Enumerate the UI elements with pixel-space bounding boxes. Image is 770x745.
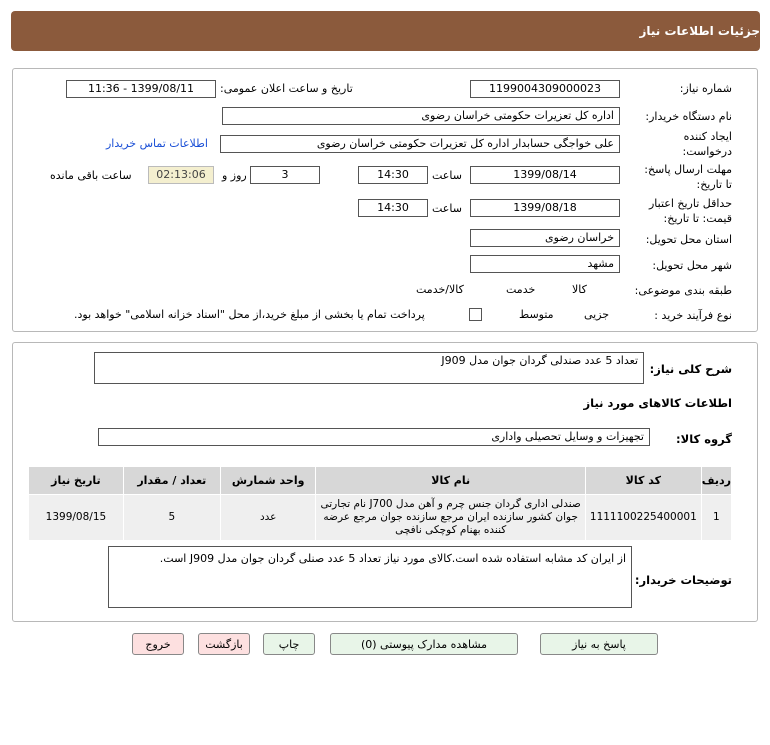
col-qty: تعداد / مقدار [123,467,220,495]
deadline-time-label: ساعت [432,169,462,182]
buyer-notes-label: توضیحات خریدار: [634,573,732,587]
days-field: 3 [250,166,320,184]
announce-label: تاریخ و ساعت اعلان عمومی: [220,82,353,95]
process-medium-label: متوسط [519,308,554,321]
treasury-checkbox[interactable] [469,308,482,321]
creator-label-2: درخواست: [682,145,732,158]
remaining-time-field: 02:13:06 [148,166,214,184]
category-label: طبقه بندی موضوعی: [634,284,732,297]
col-name: نام کالا [316,467,585,495]
items-table [28,466,732,541]
category-service-label: خدمت [506,283,536,296]
table-row [29,495,732,541]
deadline-time-field: 14:30 [358,166,428,184]
city-label: شهر محل تحویل: [652,259,732,272]
validity-label-2: قیمت: تا تاریخ: [663,212,732,225]
payment-note: پرداخت تمام یا بخشی از مبلغ خرید،از محل "اسناد خزانه اسلامی" خواهد بود. [74,308,425,321]
remaining-label: ساعت باقی مانده [50,169,132,182]
col-index: ردیف [701,467,731,495]
buyer-notes-field: از ایران کد مشابه استفاده شده است.کالای مورد نیاز تعداد 5 عدد صنلی گردان جوان مدل J909 است. [108,546,632,608]
need-number-label: شماره نیاز: [679,82,732,95]
buyer-org-label: نام دستگاه خریدار: [645,110,732,123]
process-label: نوع فرآیند خرید : [654,309,732,322]
print-button[interactable]: چاپ [263,633,315,655]
contact-buyer-link[interactable]: اطلاعات تماس خریدار [106,137,208,150]
deadline-label-1: مهلت ارسال پاسخ: [644,163,732,176]
page-header [11,11,760,51]
back-button[interactable]: بازگشت [198,633,250,655]
validity-time-label: ساعت [432,202,462,215]
row-name: صندلی اداری گردان جنس چرم و آهن مدل J700 نام تجارتی جوان کشور سازنده ایران مرجع سازنده جوان مرجع عرضه کننده بهنام کوچکی نافچی [316,495,585,541]
buyer-org-field: اداره کل تعزیرات حکومتی خراسان رضوی [222,107,620,125]
validity-label-1: حداقل تاریخ اعتبار [648,197,732,210]
page-title: جزئیات اطلاعات نیاز [639,24,760,38]
category-goods-label: کالا [572,283,587,296]
creator-field: علی خواجگی حسابدار اداره کل تعزیرات حکومتی خراسان رضوی [220,135,620,153]
province-label: استان محل تحویل: [645,233,732,246]
table-header-row [29,467,732,495]
col-date: تاریخ نیاز [29,467,124,495]
row-unit: عدد [220,495,316,541]
validity-time-field: 14:30 [358,199,428,217]
goods-info-title: اطلاعات کالاهای مورد نیاز [583,396,732,410]
row-date: 1399/08/15 [29,495,124,541]
deadline-date-field: 1399/08/14 [470,166,620,184]
reply-button[interactable]: پاسخ به نیاز [540,633,658,655]
deadline-label-2: تا تاریخ: [696,178,732,191]
row-index: 1 [701,495,731,541]
col-unit: واحد شمارش [220,467,316,495]
attachments-button[interactable]: مشاهده مدارک پیوستی (0) [330,633,518,655]
process-small-label: جزیی [584,308,610,321]
exit-button[interactable]: خروج [132,633,184,655]
general-desc-field: تعداد 5 عدد صندلی گردان جوان مدل J909 [94,352,644,384]
need-number-field: 1199004309000023 [470,80,620,98]
creator-label-1: ایجاد کننده [683,130,732,143]
goods-group-label: گروه کالا: [676,432,732,446]
validity-date-field: 1399/08/18 [470,199,620,217]
announce-field: 1399/08/11 - 11:36 [66,80,216,98]
goods-group-field: تجهیزات و وسایل تحصیلی واداری [98,428,650,446]
general-desc-label: شرح کلی نیاز: [649,362,732,376]
category-both-label: کالا/خدمت [416,283,464,296]
city-field: مشهد [470,255,620,273]
days-label: روز و [222,169,247,182]
row-code: 1111100225400001 [585,495,701,541]
province-field: خراسان رضوی [470,229,620,247]
col-code: کد کالا [585,467,701,495]
row-qty: 5 [123,495,220,541]
